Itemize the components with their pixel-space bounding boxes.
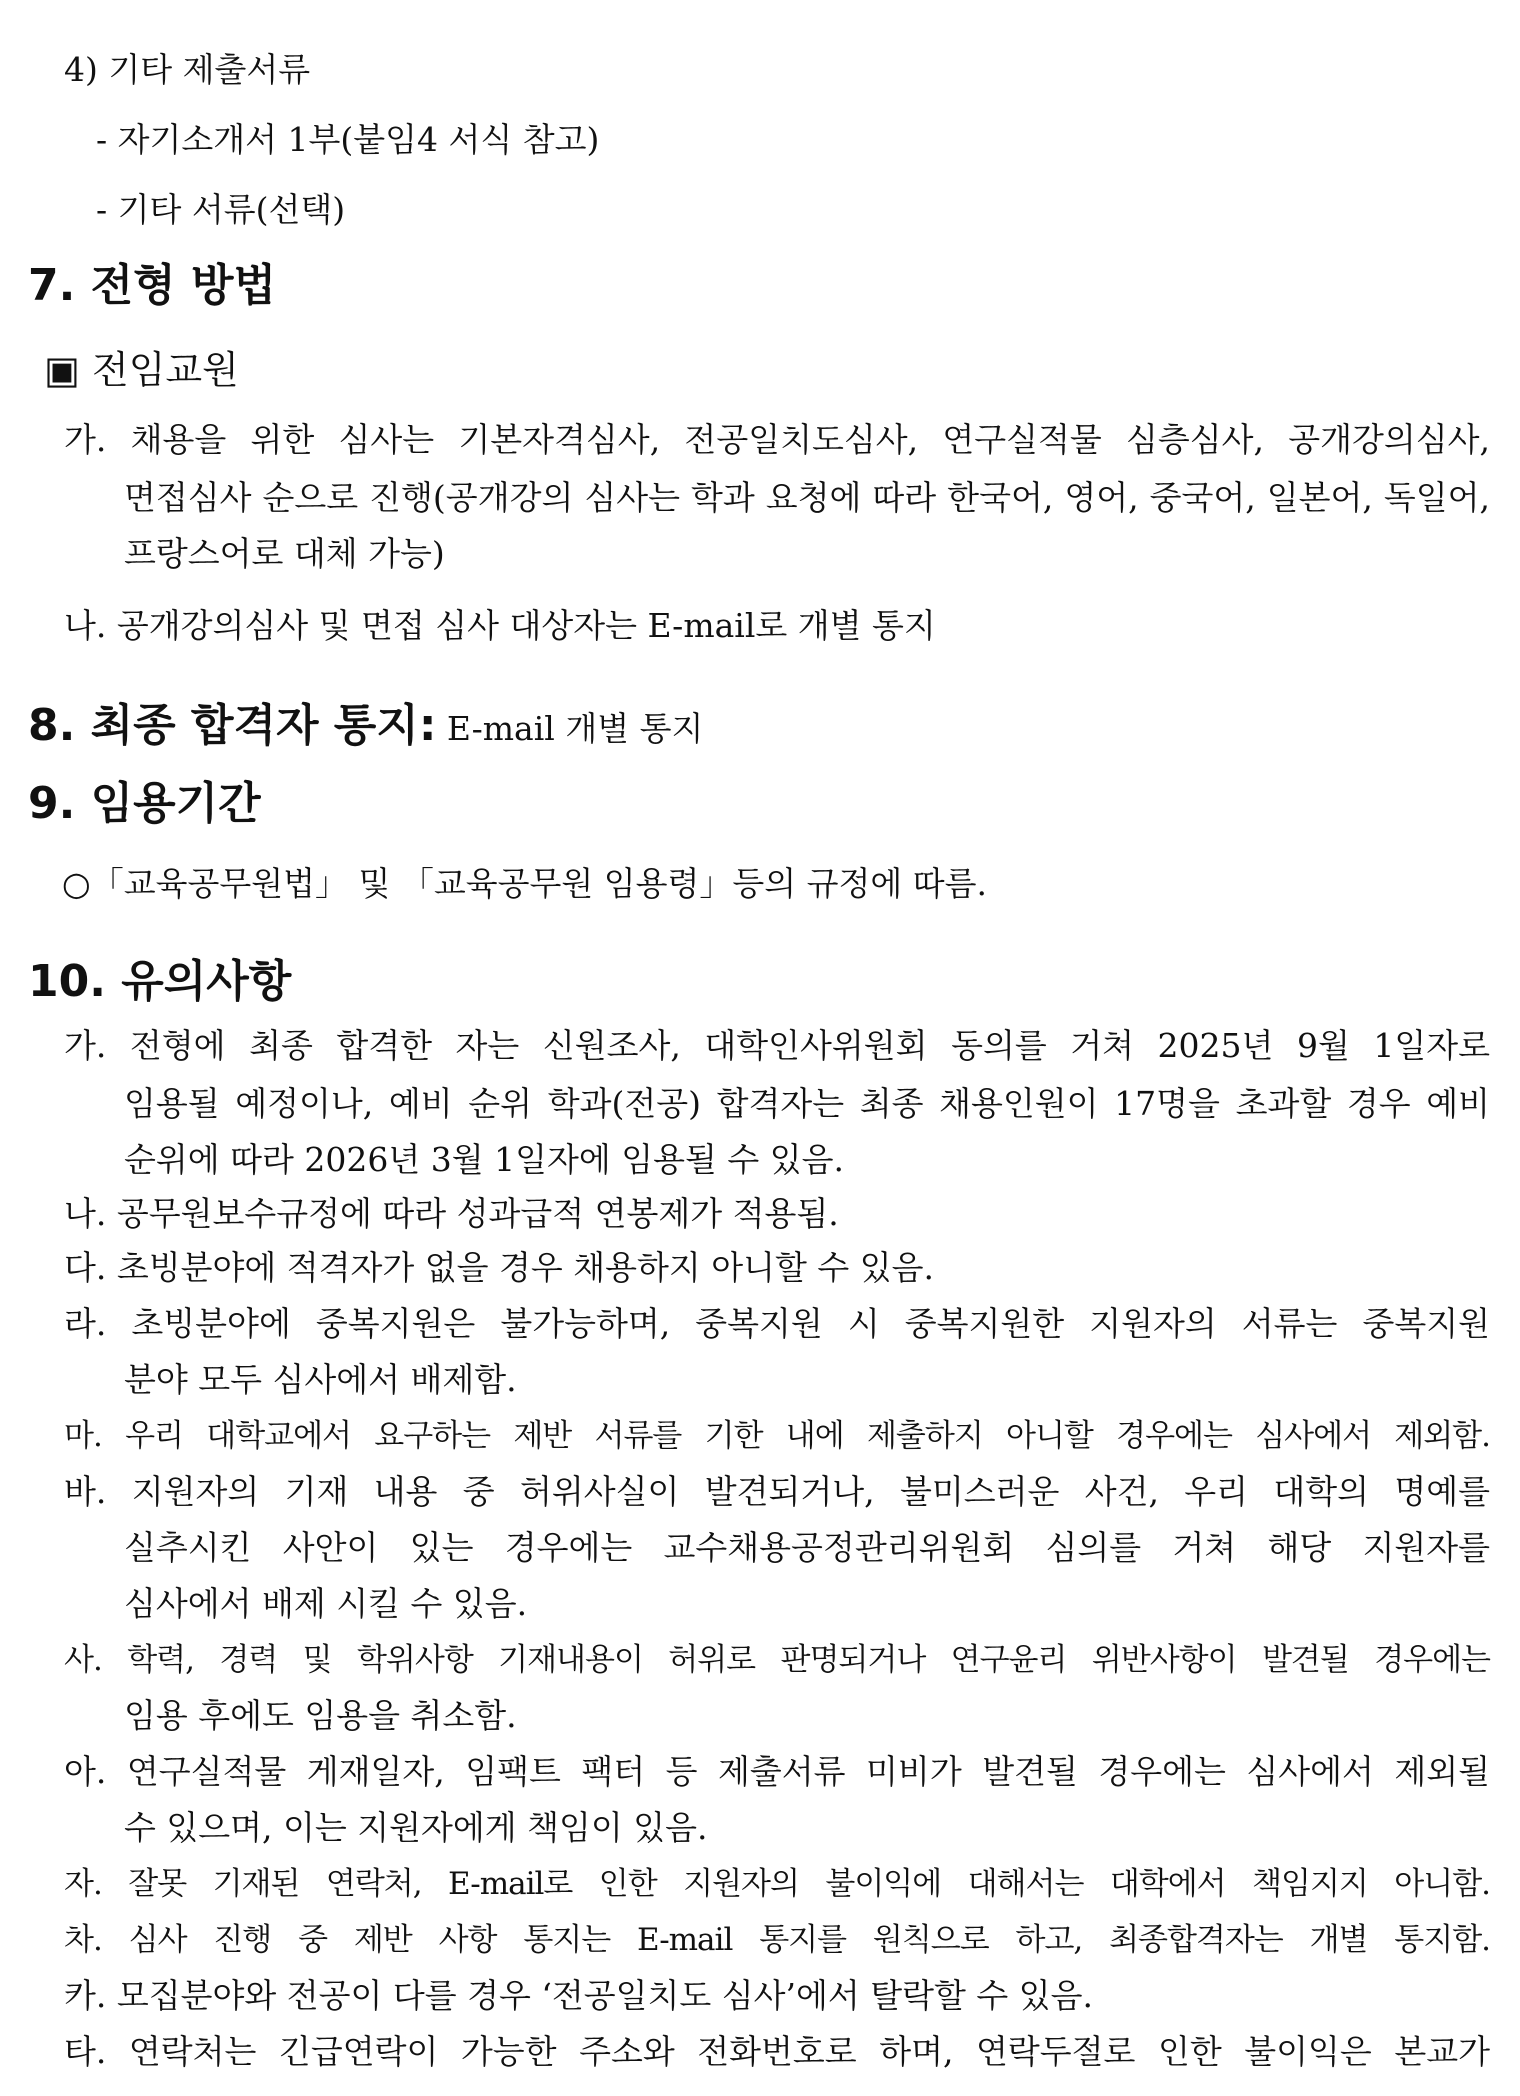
sec6-item-1: - 자기소개서 1부(붙임4 서식 참고) bbox=[96, 120, 600, 159]
sec10-ma: 마. 우리 대학교에서 요구하는 제반 서류를 기한 내에 제출하지 아니할 경우에는 심사에서 제외함. bbox=[64, 1418, 1490, 1454]
sec7-ga-line1: 가. 채용을 위한 심사는 기본자격심사, 전공일치도심사, 연구실적물 심층심사, 공개강의심사, bbox=[64, 420, 1490, 459]
sec7-subheading: ▣ 전임교원 bbox=[44, 348, 239, 392]
sec10-sa-line2: 임용 후에도 임용을 취소함. bbox=[124, 1696, 517, 1735]
sec10-da: 다. 초빙분야에 적격자가 없을 경우 채용하지 아니할 수 있음. bbox=[64, 1248, 934, 1287]
sec10-ta: 타. 연락처는 긴급연락이 가능한 주소와 전화번호로 하며, 연락두절로 인한 불이익은 본교가 bbox=[64, 2032, 1490, 2071]
sec10-cha: 차. 심사 진행 중 제반 사항 통지는 E-mail 통지를 원칙으로 하고, 최종합격자는 개별 통지함. bbox=[64, 1922, 1490, 1958]
sec10-sa-line1: 사. 학력, 경력 및 학위사항 기재내용이 허위로 판명되거나 연구윤리 위반사항이 발견될 경우에는 bbox=[64, 1642, 1490, 1678]
sec10-ga-line2: 임용될 예정이나, 예비 순위 학과(전공) 합격자는 최종 채용인원이 17명을 초과할 경우 예비 bbox=[124, 1084, 1490, 1123]
sec7-na: 나. 공개강의심사 및 면접 심사 대상자는 E-mail로 개별 통지 bbox=[64, 606, 936, 645]
sec10-ga-line1: 가. 전형에 최종 합격한 자는 신원조사, 대학인사위원회 동의를 거쳐 2025년 9월 1일자로 bbox=[64, 1026, 1490, 1065]
sec10-ba-line1: 바. 지원자의 기재 내용 중 허위사실이 발견되거나, 불미스러운 사건, 우리 대학의 명예를 bbox=[64, 1472, 1490, 1511]
sec9-heading: 9. 임용기간 bbox=[28, 778, 261, 829]
sec10-a-line2: 수 있으며, 이는 지원자에게 책임이 있음. bbox=[124, 1808, 708, 1847]
sec8-heading: 8. 최종 합격자 통지: bbox=[28, 700, 437, 751]
sec6-sub4-title: 4) 기타 제출서류 bbox=[64, 50, 311, 89]
sec10-ba-line3: 심사에서 배제 시킬 수 있음. bbox=[124, 1584, 528, 1623]
sec10-ra-line2: 분야 모두 심사에서 배제함. bbox=[124, 1360, 517, 1399]
sec10-a-line1: 아. 연구실적물 게재일자, 임팩트 팩터 등 제출서류 미비가 발견될 경우에는 심사에서 제외될 bbox=[64, 1752, 1490, 1791]
sec8-value: E-mail 개별 통지 bbox=[436, 709, 704, 748]
sec7-heading: 7. 전형 방법 bbox=[28, 260, 276, 311]
sec8-line bbox=[28, 698, 703, 754]
sec9-text: ○「교육공무원법」 및 「교육공무원 임용령」등의 규정에 따름. bbox=[62, 864, 988, 903]
sec6-item-2: - 기타 서류(선택) bbox=[96, 190, 346, 229]
sec10-ja: 자. 잘못 기재된 연락처, E-mail로 인한 지원자의 불이익에 대해서는 대학에서 책임지지 아니함. bbox=[64, 1866, 1490, 1902]
sec10-na: 나. 공무원보수규정에 따라 성과급적 연봉제가 적용됨. bbox=[64, 1194, 839, 1233]
sec10-ra-line1: 라. 초빙분야에 중복지원은 불가능하며, 중복지원 시 중복지원한 지원자의 서류는 중복지원 bbox=[64, 1304, 1490, 1343]
sec10-ga-line3: 순위에 따라 2026년 3월 1일자에 임용될 수 있음. bbox=[124, 1140, 844, 1179]
sec7-ga-line2: 면접심사 순으로 진행(공개강의 심사는 학과 요청에 따라 한국어, 영어, 중국어, 일본어, 독일어, bbox=[124, 478, 1490, 517]
sec10-ka: 카. 모집분야와 전공이 다를 경우 ‘전공일치도 심사’에서 탈락할 수 있음. bbox=[64, 1976, 1093, 2015]
sec10-ba-line2: 실추시킨 사안이 있는 경우에는 교수채용공정관리위원회 심의를 거쳐 해당 지원자를 bbox=[124, 1528, 1490, 1567]
sec7-ga-line3: 프랑스어로 대체 가능) bbox=[124, 534, 445, 573]
sec10-heading: 10. 유의사항 bbox=[28, 956, 292, 1007]
